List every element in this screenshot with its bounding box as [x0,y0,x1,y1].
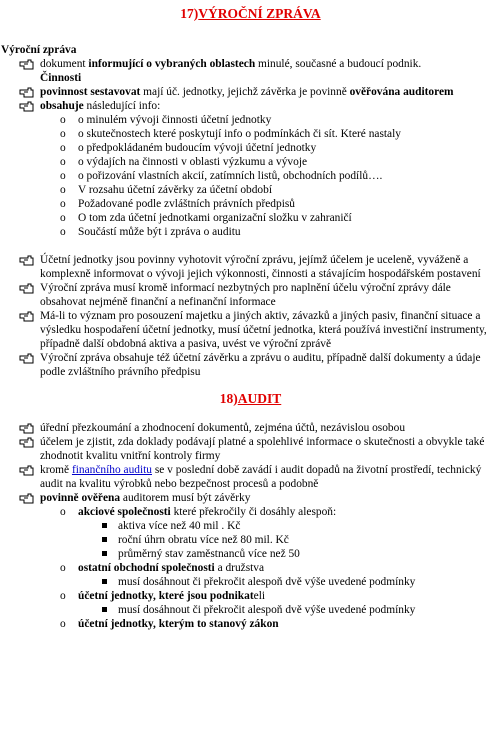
pointing-hand-icon [19,99,35,113]
sub-list-item: aktiva více než 40 mil . Kč [0,519,501,533]
pointing-hand-icon [19,421,35,435]
pointing-hand-icon [19,253,35,267]
list-item: o o skutečnostech které poskytují info o podmínkách či sít. Které nastaly [60,128,401,140]
paragraph-item: Výroční zpráva musí kromě informací nezbytných pro naplnění účelu výroční zprávy dále obsahovat nejméně finanční a nefinanční informace [0,281,501,309]
bullet-item: úřední přezkoumání a zhodnocení dokumentů, zejména účtů, nezávislou osobou [0,421,501,435]
subheading: Výroční zpráva [1,44,77,56]
bullet-item: obsahuje následující info: [0,99,501,113]
pointing-hand-icon [19,435,35,449]
list-item: o V rozsahu účetní závěrky za účetní období [60,184,272,196]
list-item: o účetní jednotky, kterým to stanový zákon [60,618,279,630]
pointing-hand-icon [19,281,35,295]
list-item: o Požadované podle zvláštních právních předpisů [60,198,295,210]
pointing-hand-icon [19,57,35,71]
bullet-item: účelem je zjistit, zda doklady podávají platné a spolehlivé informace o skutečnosti a obvykle také zhodnotit kvalitu vnitřní kontroly firmy [0,435,501,463]
bullet-item: povinnost sestavovat mají úč. jednotky, jejichž závěrka je povinně ověřována auditorem [0,85,501,99]
bullet-item: kromě finančního auditu se v poslední době zavádí i audit dopadů na životní prostředí, technický audit na kvalitu výrobků nebo bezpečnost procesů a podobně [0,463,501,491]
content-list [0,113,501,239]
pointing-hand-icon [19,351,35,365]
pointing-hand-icon [19,463,35,477]
pointing-hand-icon [19,491,35,505]
pointing-hand-icon [19,309,35,323]
paragraph-item: Má-li to význam pro posouzení majetku a jiných aktiv, závazků a jiných pasiv, finanční situace a výsledku hospodaření účetní jednotky, musí účetní jednotka, která používá investiční instrumenty, případně další obdobná aktiva a pasiva, uvést ve výroční zprávě [0,309,501,351]
sub-list-item: musí dosáhnout či překročit alespoň dvě výše uvedené podmínky [0,603,501,617]
list-item: o o výdajích na činnosti v oblasti výzkumu a vývoje [60,156,308,168]
list-item: o Součástí může být i zpráva o auditu [60,226,241,238]
sub-list-item: průměrný stav zaměstnanců více než 50 [0,547,501,561]
list-item: o o předpokládaném budoucím vývoji účetní jednotky [60,142,317,154]
section-17-title: 17)VÝROČNÍ ZPRÁVA [180,6,321,21]
list-item: o O tom zda účetní jednotkami organizační složku v zahraničí [60,212,352,224]
pointing-hand-icon [19,85,35,99]
list-item: o akciové společnosti které překročily či dosáhly alespoň: [60,506,337,518]
bullet-item: dokument informující o vybraných oblastech minulé, současné a budoucí podnik. Činnosti [0,57,501,85]
sub-list-item: musí dosáhnout či překročit alespoň dvě výše uvedené podmínky [0,575,501,589]
list-item: o účetní jednotky, které jsou podnikateli [60,590,266,602]
list-item: o o pořizování vlastních akcií, zatímních listů, obchodních podílů…. [60,170,383,182]
bullet-item: povinně ověřena auditorem musí být závěrky [0,491,501,505]
list-item: o ostatní obchodní společnosti a družstva [60,562,265,574]
paragraph-item: Účetní jednotky jsou povinny vyhotovit výroční zprávu, jejímž účelem je uceleně, vyváženě a komplexně informovat o vývoji jejich výkonnosti, činnosti a stávajícím hospodářském postavení [0,253,501,281]
section-18-title: 18)AUDIT [219,391,282,406]
sub-list-item: roční úhrn obratu více než 80 mil. Kč [0,533,501,547]
financial-audit-link[interactable]: finančního auditu [71,464,152,476]
list-item: o o minulém vývoji činnosti účetní jednotky [60,114,272,126]
paragraph-item: Výroční zpráva obsahuje též účetní závěrku a zprávu o auditu, případně další dokumenty a údaje podle zvláštního právního předpisu [0,351,501,379]
